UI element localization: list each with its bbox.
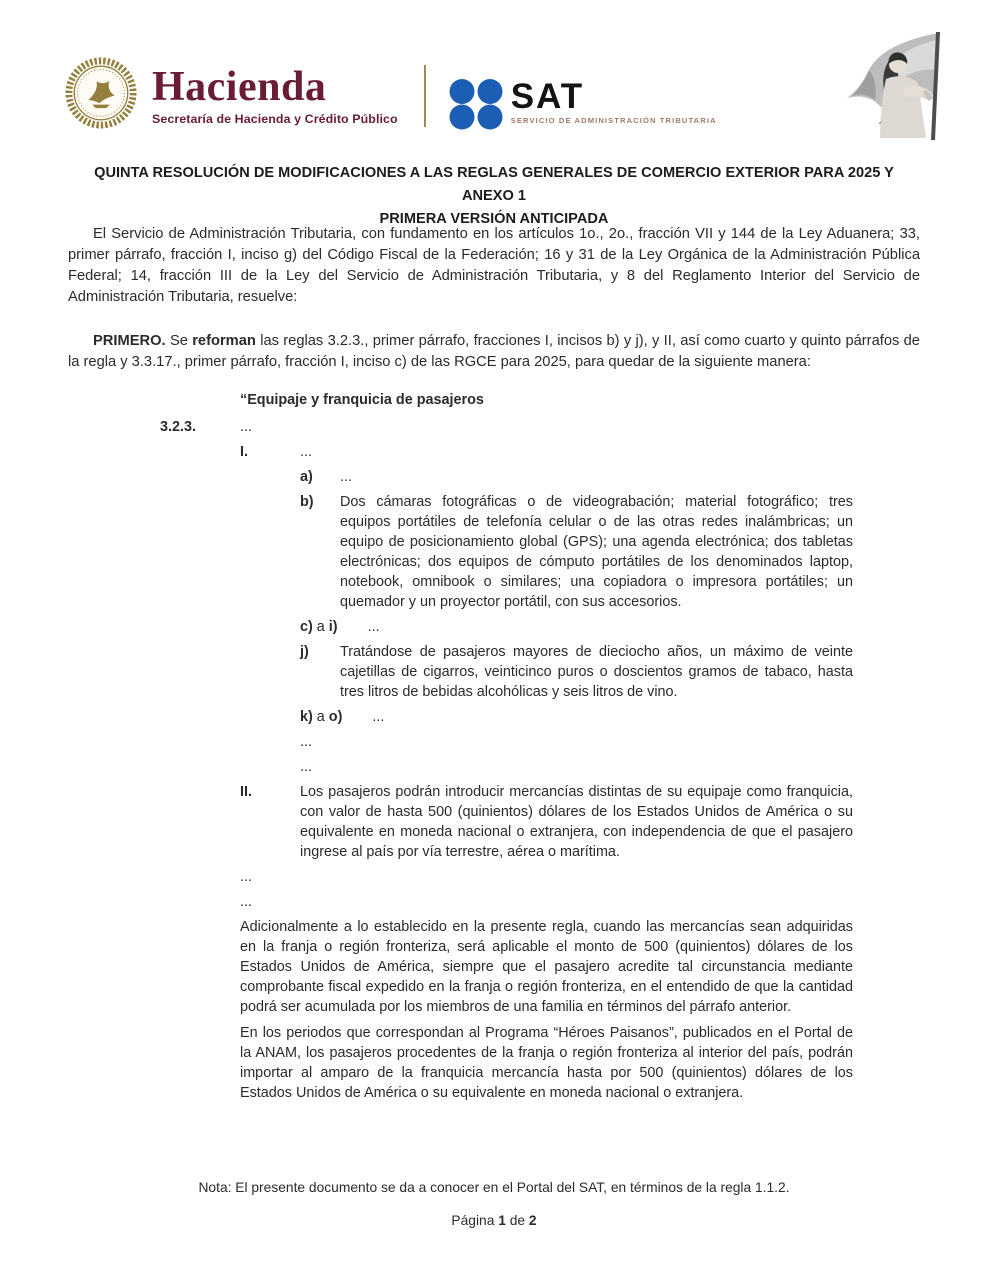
footer-note: Nota: El presente documento se da a conocer en el Portal del SAT, en términos de la regla 1.1.2.	[198, 1180, 790, 1195]
sat-dots-icon	[448, 78, 504, 135]
item-a-ellipsis: ...	[340, 469, 352, 485]
total-pages-number: 2	[528, 1213, 537, 1228]
flag-bearer-art	[825, 30, 975, 147]
title-line-2: PRIMERA VERSIÓN ANTICIPADA	[379, 211, 609, 227]
hacienda-logo	[152, 63, 398, 126]
rule-number-ellipsis: ...	[240, 419, 252, 435]
ellipsis-line: ...	[240, 869, 252, 885]
sat-subtitle: SERVICIO DE ADMINISTRACIÓN TRIBUTARIA	[510, 116, 717, 125]
header-divider	[424, 65, 426, 127]
item-b-row	[300, 492, 853, 612]
fraction-1-row	[240, 442, 920, 462]
item-b-label: b)	[300, 494, 314, 510]
fraction-2-row	[240, 782, 920, 862]
items-k-to-o-row: k) a o) ...	[300, 709, 385, 725]
page-indicator: Página 1 de 2	[451, 1213, 537, 1228]
item-j-label: j)	[300, 644, 309, 660]
fraction-1-ellipsis: ...	[300, 444, 312, 460]
current-page-number: 1	[498, 1213, 506, 1228]
rule-number: 3.2.3.	[160, 419, 197, 435]
fraction-1-label: I.	[240, 444, 248, 460]
ellipsis-line: ...	[300, 759, 312, 775]
document-body	[68, 224, 920, 1109]
fraction-2-text: Los pasajeros podrán introducir mercancías distintas de su equipaje como franquicia, con valor de hasta 500 (quinientos) dólares de los Estados Unidos de América o su equivalente en moneda nacional o extranjera, con independencia de que el pasajero ingrese al país por vía terrestre, aérea o marítima.	[300, 784, 853, 860]
rule-heading: “Equipaje y franquicia de pasajeros	[240, 392, 484, 408]
title-line-1: QUINTA RESOLUCIÓN DE MODIFICACIONES A LAS REGLAS GENERALES DE COMERCIO EXTERIOR PARA 2025 Y ANEXO 1	[94, 165, 894, 204]
heroes-paisanos-paragraph: En los periodos que correspondan al Programa “Héroes Paisanos”, publicados en el Portal de la ANAM, los pasajeros procedentes de la franja o región fronteriza al interior del país, podrán importar al amparo de la franquicia mercancía hasta por 500 (quinientos) dólares de los Estados Unidos de América o su equivalente en moneda nacional o extranjera.	[240, 1025, 853, 1101]
item-a-label: a)	[300, 469, 313, 485]
sat-wordmark: SAT	[510, 77, 585, 116]
adicionalmente-paragraph: Adicionalmente a lo establecido en la presente regla, cuando las mercancías sean adquiridas en la franja o región fronteriza, será aplicable el monto de 500 (quinientos) dólares de los Estados Unidos de América, siempre que el pasajero acredite tal circunstancia mediante comprobante fiscal expedido en la franja o región fronteriza, en el entendido de que la cantidad podrá ser acumulada por los miembros de una familia en términos del párrafo anterior.	[240, 919, 853, 1015]
primero-keyword: PRIMERO.	[93, 333, 166, 349]
rule-3-2-3-block	[68, 390, 920, 1103]
item-b-text: Dos cámaras fotográficas o de videograbación; material fotográfico; tres equipos portátiles de telefonía celular o de las otras redes inalámbricas; un equipo de posicionamiento global (GPS); una agenda electrónica; dos tabletas electrónicas; dos equipos de cómputo portátiles de los denominados laptop, notebook, omnibook o similares; una copiadora o impresora portátiles; un quemador y un proyector portátil, con sus accesorios.	[340, 494, 853, 610]
document-title	[68, 162, 920, 231]
sat-logo	[448, 78, 717, 135]
item-j-text: Tratándose de pasajeros mayores de dieciocho años, un máximo de veinte cajetillas de cigarros, veinticinco puros o doscientos gramos de tabaco, hasta tres litros de bebidas alcohólicas y seis litros de vino.	[340, 644, 853, 700]
hacienda-subtitle: Secretaría de Hacienda y Crédito Público	[152, 111, 398, 126]
header-branding	[64, 56, 717, 135]
mexico-eagle-seal-icon	[64, 56, 138, 135]
reforman-keyword: reforman	[192, 333, 256, 349]
ellipsis-line: ...	[300, 734, 312, 750]
intro-paragraph: El Servicio de Administración Tributaria, con fundamento en los artículos 1o., 2o., fracción VII y 144 de la Ley Aduanera; 33, primer párrafo, fracción I, inciso g) del Código Fiscal de la Federación; 16 y 31 de la Ley Orgánica de la Administración Pública Federal; 14, fracción III de la Ley del Servicio de Administración Tributaria, y 8 del Reglamento Interior del Servicio de Administración Tributaria, resuelve:	[68, 226, 920, 305]
fraction-2-label: II.	[240, 784, 252, 800]
rule-number-row	[160, 417, 920, 437]
items-c-to-i-row: c) a i) ...	[300, 619, 380, 635]
hacienda-wordmark: Hacienda	[152, 63, 327, 110]
ellipsis-line: ...	[240, 894, 252, 910]
item-j-row	[300, 642, 853, 702]
item-a-row	[300, 467, 853, 487]
primero-paragraph: PRIMERO. Se reforman las reglas 3.2.3., primer párrafo, fracciones I, incisos b) y j), y II, así como cuarto y quinto párrafos de la regla y 3.3.17., primer párrafo, fracción I, inciso c) de las RGCE para 2025, para quedar de la siguiente manera:	[68, 333, 920, 370]
